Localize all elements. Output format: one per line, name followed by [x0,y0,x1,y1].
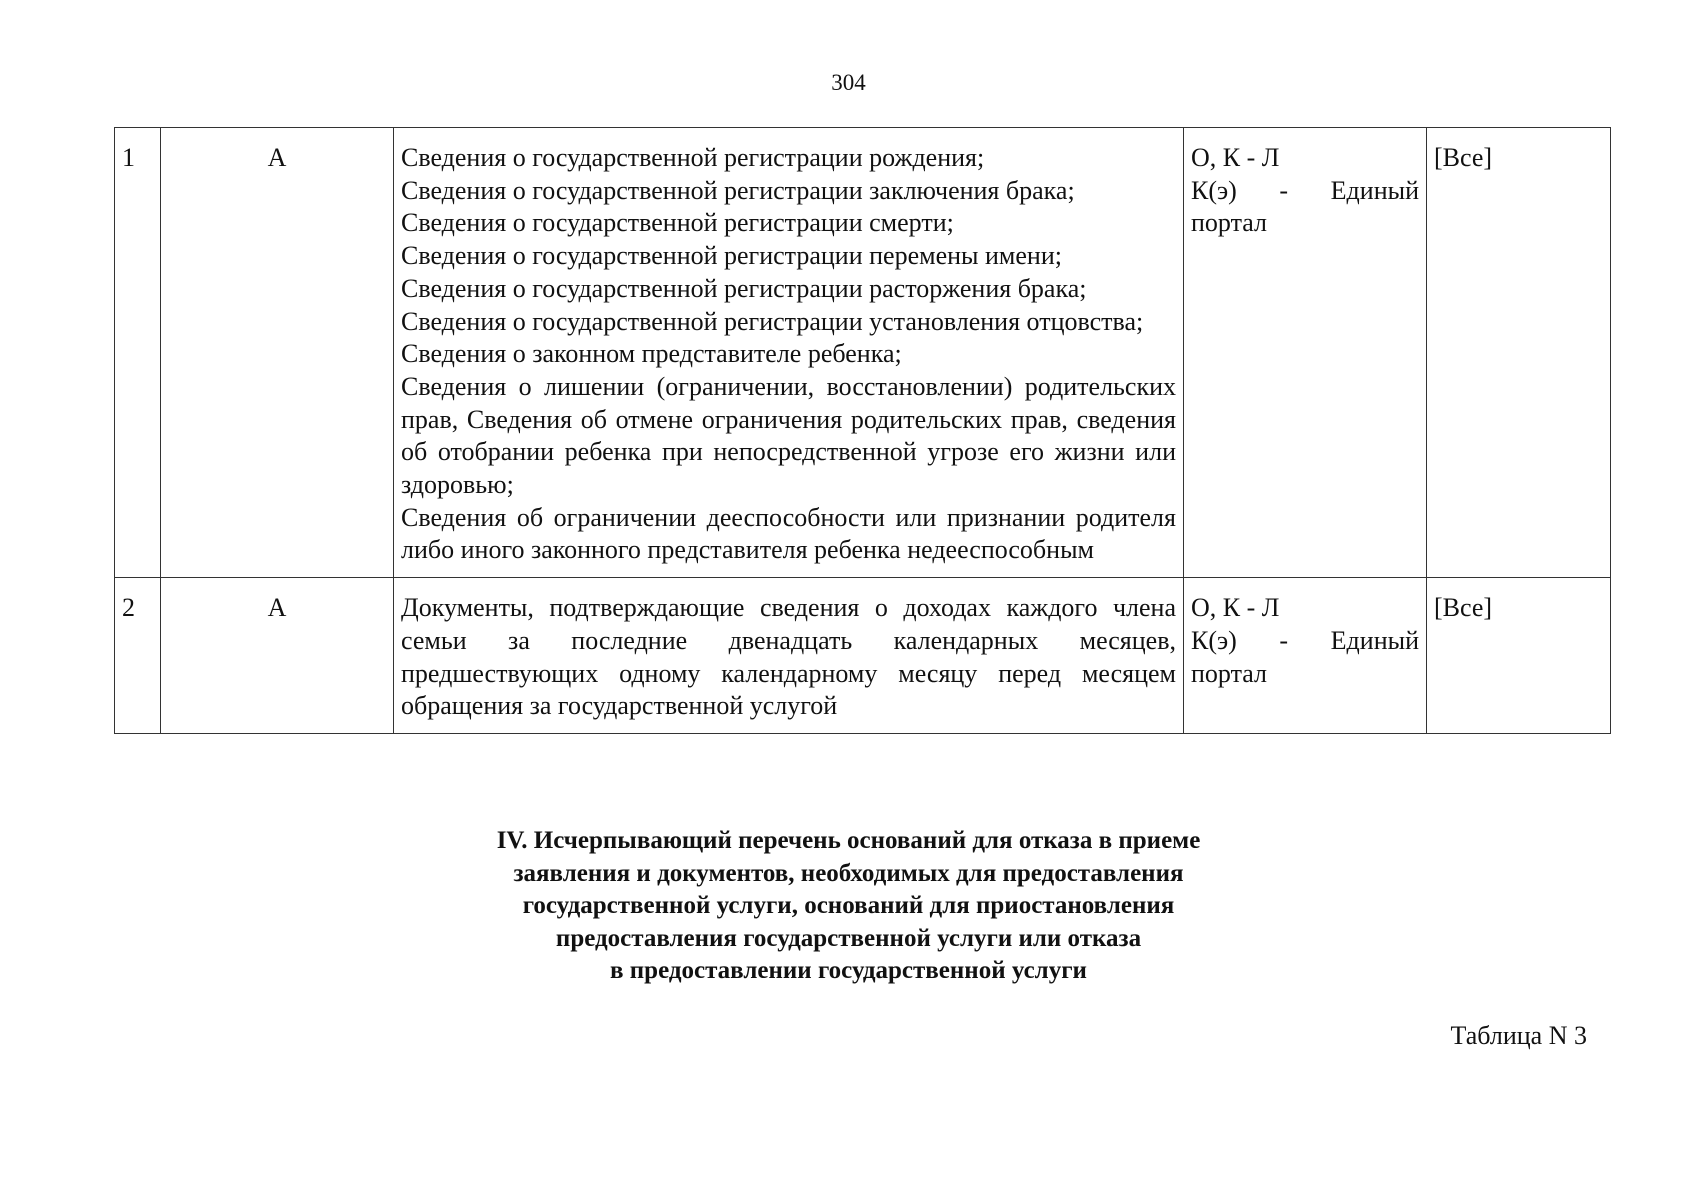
heading-line: в предоставлении государственной услуги [610,957,1087,984]
row-method [1184,128,1427,578]
heading-line: предоставления государственной услуги или отказа [555,924,1142,952]
heading-line: заявления и документов, необходимых для предоставления [513,859,1184,887]
heading-line: IV. Исчерпывающий перечень оснований для отказа в приеме [496,827,1201,854]
row-category: А [161,128,394,578]
row-category: А [161,578,394,734]
method-line: О, К - Л [1191,143,1280,172]
row-number: 1 [115,128,161,578]
row-documents [394,128,1184,578]
heading-line: государственной услуги, оснований для приостановления [522,892,1175,919]
document-item: Сведения о законном представителе ребенка; [401,339,902,369]
document-item: Документы, подтверждающие сведения о доходах каждого члена семьи за последние двенадцать календарных месяцев, предшествующих одному календарному месяцу перед месяцем обращения за государственной услугой [401,593,1176,721]
document-item: Сведения об ограничении дееспособности или признании родителя либо иного законного представителя ребенка недееспособным [401,502,1176,565]
table-caption: Таблица N 3 [1450,1021,1587,1050]
table-row [115,128,1611,578]
page-number: 304 [831,70,866,95]
document-item: Сведения о государственной регистрации перемены имени; [401,241,1062,271]
documents-table [114,127,1611,734]
document-item: Сведения о государственной регистрации заключения брака; [401,175,1075,205]
method-line: портал [1191,658,1267,688]
row-documents [394,578,1184,734]
method-line: К(э) - Единый [1191,175,1419,205]
document-item: Сведения о государственной регистрации установления отцовства; [401,306,1144,336]
method-line: портал [1191,208,1267,238]
document-item: Сведения о государственной регистрации расторжения брака; [401,273,1087,303]
document-item: Сведения о государственной регистрации рождения; [401,143,985,172]
row-method [1184,578,1427,734]
document-item: Сведения о государственной регистрации смерти; [401,208,954,238]
row-scope: [Все] [1427,128,1611,578]
row-number: 2 [115,578,161,734]
row-scope: [Все] [1427,578,1611,734]
table-row [115,578,1611,734]
method-line: О, К - Л [1191,593,1280,623]
document-item: Сведения о лишении (ограничении, восстановлении) родительских прав, Сведения об отмене ограничения родительских прав, сведения об отобрании ребенка при непосредственной угрозе его жизни или здоровью; [401,371,1176,500]
section-heading [0,825,1697,988]
method-line: К(э) - Единый [1191,625,1419,655]
